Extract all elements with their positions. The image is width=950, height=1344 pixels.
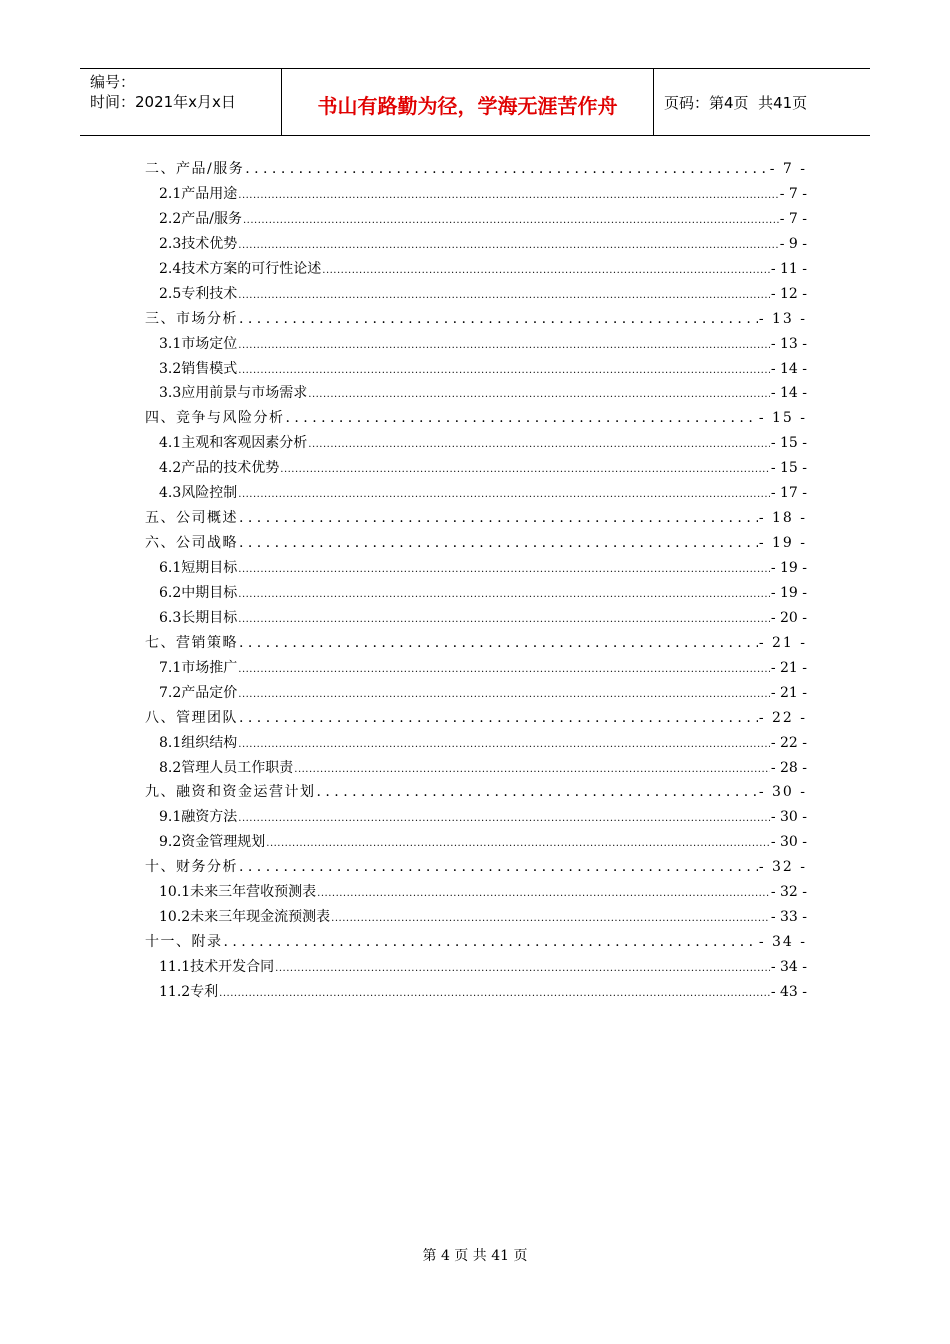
toc-entry-page: - 7 -	[779, 185, 807, 202]
toc-entry-page: - 15 -	[758, 410, 807, 427]
toc-entry-title: 3.1市场定位	[159, 335, 238, 352]
toc-subsection-entry[interactable]	[145, 881, 807, 906]
toc-dot-leader	[243, 211, 779, 227]
toc-entry-title: 九、融资和资金运营计划	[145, 784, 316, 801]
toc-entry-title: 9.2资金管理规划	[159, 834, 266, 851]
toc-section-entry[interactable]	[145, 781, 807, 806]
toc-dot-leader	[286, 410, 758, 426]
toc-subsection-entry[interactable]	[145, 757, 807, 782]
toc-entry-title: 六、公司战略	[145, 535, 238, 552]
toc-entry-page: - 22 -	[770, 734, 807, 751]
toc-subsection-entry[interactable]	[145, 183, 807, 208]
toc-entry-page: - 9 -	[779, 235, 807, 252]
toc-entry-page: - 13 -	[770, 335, 807, 352]
toc-entry-title: 四、竞争与风险分析	[145, 410, 285, 427]
document-date-label: 时间：2021年x月x日	[90, 93, 236, 111]
toc-entry-page: - 12 -	[770, 285, 807, 302]
toc-entry-page: - 33 -	[770, 909, 807, 926]
toc-section-entry[interactable]	[145, 707, 807, 732]
toc-entry-title: 8.1组织结构	[159, 734, 238, 751]
toc-entry-title: 3.2销售模式	[159, 360, 238, 377]
toc-entry-title: 10.1未来三年营收预测表	[159, 884, 317, 901]
toc-subsection-entry[interactable]	[145, 682, 807, 707]
toc-dot-leader	[308, 385, 770, 401]
toc-subsection-entry[interactable]	[145, 333, 807, 358]
document-number-label: 编号：	[90, 73, 136, 91]
header-page-label: 页码：第4页 共41页	[664, 93, 808, 112]
toc-subsection-entry[interactable]	[145, 981, 807, 1006]
toc-subsection-entry[interactable]	[145, 258, 807, 283]
toc-dot-leader	[238, 809, 770, 825]
toc-dot-leader	[245, 161, 769, 177]
toc-entry-page: - 21 -	[758, 634, 807, 651]
toc-entry-page: - 34 -	[770, 959, 807, 975]
toc-entry-title: 2.5专利技术	[159, 285, 238, 302]
toc-entry-page: - 11 -	[770, 260, 807, 277]
toc-subsection-entry[interactable]	[145, 956, 807, 981]
toc-entry-page: - 7 -	[779, 210, 807, 227]
header-meta	[80, 69, 282, 135]
toc-dot-leader	[238, 560, 770, 576]
toc-subsection-entry[interactable]	[145, 358, 807, 383]
toc-entry-page: - 21 -	[770, 684, 807, 701]
toc-section-entry[interactable]	[145, 856, 807, 881]
toc-dot-leader	[239, 311, 758, 327]
toc-entry-title: 2.1产品用途	[159, 185, 238, 202]
toc-entry-title: 7.1市场推广	[159, 659, 238, 676]
toc-dot-leader	[238, 186, 778, 202]
toc-section-entry[interactable]	[145, 407, 807, 432]
toc-section-entry[interactable]	[145, 931, 807, 956]
toc-dot-leader	[280, 460, 770, 476]
toc-dot-leader	[238, 585, 770, 601]
toc-subsection-entry[interactable]	[145, 283, 807, 308]
toc-subsection-entry[interactable]	[145, 806, 807, 831]
toc-entry-title: 三、市场分析	[145, 310, 238, 327]
toc-subsection-entry[interactable]	[145, 208, 807, 233]
toc-entry-page: - 21 -	[770, 659, 807, 676]
toc-dot-leader	[239, 859, 758, 875]
toc-entry-page: - 20 -	[770, 609, 807, 626]
toc-dot-leader	[294, 760, 770, 776]
toc-subsection-entry[interactable]	[145, 732, 807, 757]
toc-dot-leader	[239, 535, 758, 551]
document-header	[80, 68, 870, 136]
toc-section-entry[interactable]	[145, 158, 807, 183]
toc-entry-title: 4.2产品的技术优势	[159, 460, 280, 477]
toc-dot-leader	[308, 435, 770, 451]
toc-entry-title: 6.3长期目标	[159, 609, 238, 626]
toc-dot-leader	[266, 834, 770, 850]
toc-dot-leader	[275, 959, 770, 975]
toc-entry-page: - 34 -	[758, 934, 807, 951]
toc-entry-page: - 43 -	[770, 983, 807, 1000]
toc-dot-leader	[239, 510, 758, 526]
toc-entry-page: - 18 -	[758, 510, 807, 527]
toc-entry-title: 2.3技术优势	[159, 235, 238, 252]
toc-subsection-entry[interactable]	[145, 831, 807, 856]
toc-entry-page: - 19 -	[770, 560, 807, 576]
toc-dot-leader	[317, 784, 758, 800]
toc-entry-title: 七、营销策略	[145, 634, 238, 651]
toc-entry-page: - 30 -	[770, 834, 807, 851]
toc-entry-page: - 17 -	[770, 485, 807, 502]
toc-dot-leader	[219, 984, 770, 1000]
toc-dot-leader	[238, 361, 770, 377]
toc-entry-title: 五、公司概述	[145, 510, 238, 527]
toc-entry-page: - 22 -	[758, 709, 807, 726]
header-motto: 书山有路勤为径，学海无涯苦作舟	[282, 69, 654, 135]
toc-entry-page: - 30 -	[770, 809, 807, 826]
toc-entry-title: 8.2管理人员工作职责	[159, 759, 294, 776]
toc-entry-page: - 30 -	[758, 784, 807, 801]
toc-entry-title: 6.1短期目标	[159, 560, 238, 576]
toc-subsection-entry[interactable]	[145, 482, 807, 507]
toc-entry-title: 4.1主观和客观因素分析	[159, 435, 308, 452]
toc-dot-leader	[238, 485, 770, 501]
toc-entry-page: - 19 -	[770, 584, 807, 601]
toc-entry-title: 6.2中期目标	[159, 584, 238, 601]
header-page-info	[654, 69, 870, 135]
toc-dot-leader	[317, 884, 770, 900]
toc-subsection-entry[interactable]	[145, 906, 807, 931]
toc-dot-leader	[238, 336, 770, 352]
toc-dot-leader	[238, 660, 770, 676]
toc-entry-title: 2.2产品/服务	[159, 210, 242, 227]
toc-entry-page: - 15 -	[770, 460, 807, 477]
toc-subsection-entry[interactable]	[145, 457, 807, 482]
toc-dot-leader	[224, 934, 758, 950]
toc-subsection-entry[interactable]	[145, 607, 807, 632]
toc-entry-title: 11.2专利	[159, 983, 219, 1000]
toc-subsection-entry[interactable]	[145, 557, 807, 582]
toc-subsection-entry[interactable]	[145, 233, 807, 258]
toc-entry-page: - 19 -	[758, 535, 807, 552]
toc-dot-leader	[331, 909, 770, 925]
toc-entry-title: 十一、附录	[145, 934, 223, 951]
toc-entry-page: - 13 -	[758, 310, 807, 327]
toc-dot-leader	[238, 610, 770, 626]
toc-entry-title: 3.3应用前景与市场需求	[159, 385, 308, 402]
toc-entry-page: - 7 -	[769, 161, 807, 177]
toc-entry-page: - 32 -	[770, 884, 807, 901]
toc-entry-title: 十、财务分析	[145, 859, 238, 876]
toc-entry-page: - 14 -	[770, 385, 807, 402]
toc-section-entry[interactable]	[145, 308, 807, 333]
toc-dot-leader	[238, 735, 770, 751]
toc-subsection-entry[interactable]	[145, 432, 807, 457]
toc-entry-page: - 15 -	[770, 435, 807, 452]
toc-dot-leader	[238, 685, 770, 701]
toc-entry-title: 7.2产品定价	[159, 684, 238, 701]
toc-entry-title: 11.1技术开发合同	[159, 959, 275, 975]
toc-dot-leader	[322, 261, 770, 277]
toc-dot-leader	[238, 286, 770, 302]
toc-dot-leader	[239, 635, 758, 651]
toc-entry-page: - 32 -	[758, 859, 807, 876]
toc-entry-page: - 28 -	[770, 759, 807, 776]
toc-subsection-entry[interactable]	[145, 582, 807, 607]
toc-subsection-entry[interactable]	[145, 657, 807, 682]
toc-entry-title: 9.1融资方法	[159, 809, 238, 826]
toc-dot-leader	[238, 236, 778, 252]
toc-entry-title: 4.3风险控制	[159, 485, 238, 502]
table-of-contents	[145, 158, 807, 1006]
toc-entry-page: - 14 -	[770, 360, 807, 377]
page-footer: 第 4 页 共 41 页	[422, 1248, 528, 1264]
toc-entry-title: 2.4技术方案的可行性论述	[159, 260, 322, 277]
toc-section-entry[interactable]	[145, 532, 807, 557]
toc-entry-title: 八、管理团队	[145, 709, 238, 726]
toc-section-entry[interactable]	[145, 507, 807, 532]
toc-entry-title: 10.2未来三年现金流预测表	[159, 909, 331, 926]
toc-entry-title: 二、产品/服务	[145, 161, 245, 177]
toc-dot-leader	[239, 710, 758, 726]
toc-section-entry[interactable]	[145, 632, 807, 657]
toc-subsection-entry[interactable]	[145, 382, 807, 407]
